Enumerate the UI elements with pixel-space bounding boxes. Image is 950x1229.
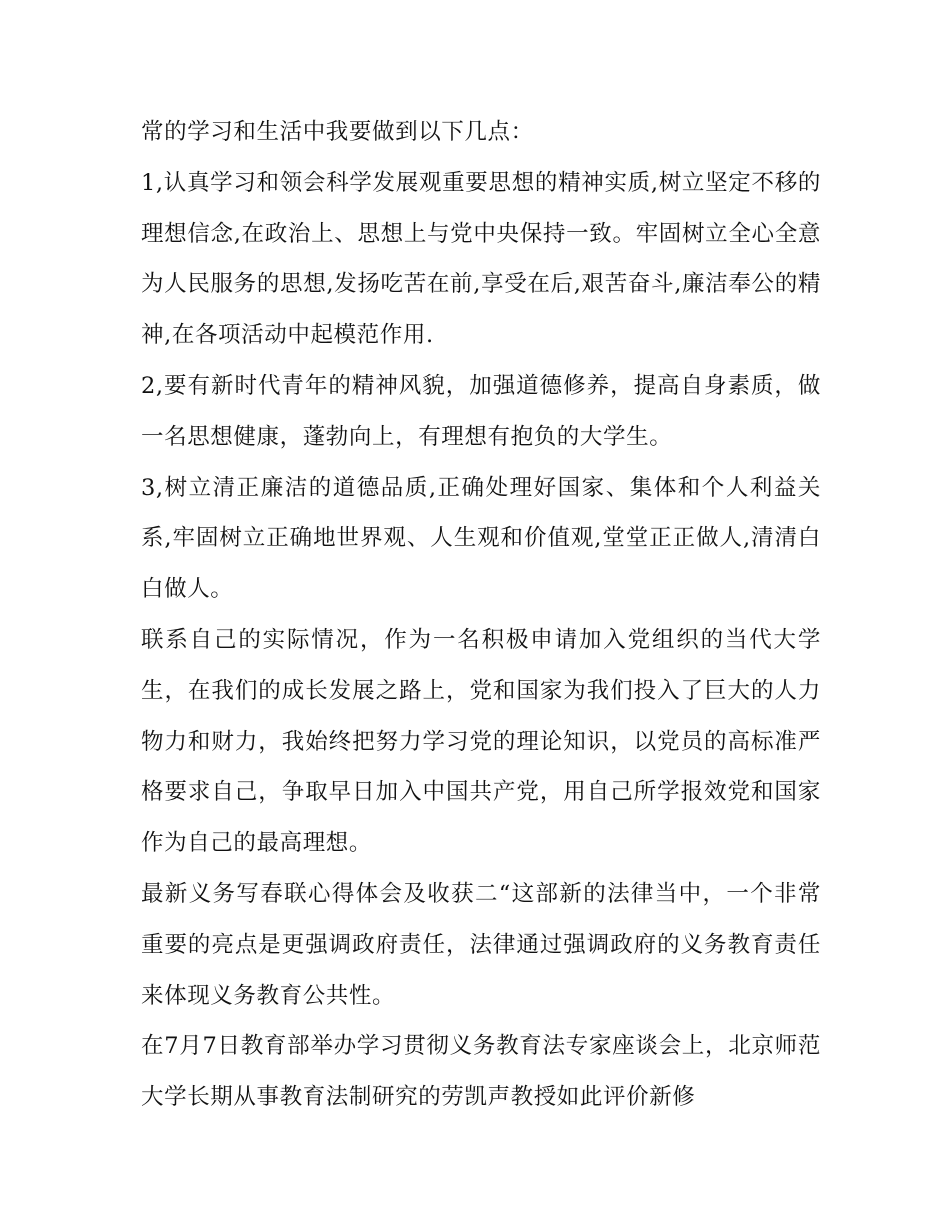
- paragraph-symposium: 在7月7日教育部举办学习贯彻义务教育法专家座谈会上，北京师范大学长期从事教育法制研究的劳凯声教授如此评价新修: [141, 1033, 821, 1111]
- paragraph-point-1: 1,认真学习和领会科学发展观重要思想的精神实质,树立坚定不移的理想信念,在政治上、思想上与党中央保持一致。牢固树立全心全意为人民服务的思想,发扬吃苦在前,享受在后,艰苦奋斗,廉洁奉公的精神,在各项活动中起模范作用.: [141, 169, 821, 349]
- paragraph-intro-continuation: 常的学习和生活中我要做到以下几点：: [141, 119, 534, 145]
- paragraph-point-2: 2,要有新时代青年的精神风貌，加强道德修养，提高自身素质，做一名思想健康，蓬勃向上，有理想有抱负的大学生。: [141, 372, 821, 450]
- paragraph-section-two: 最新义务写春联心得体会及收获二“这部新的法律当中，一个非常重要的亮点是更强调政府责任，法律通过强调政府的义务教育责任来体现义务教育公共性。: [141, 880, 821, 1009]
- paragraph-point-3: 3,树立清正廉洁的道德品质,正确处理好国家、集体和个人利益关系,牢固树立正确地世界观、人生观和价值观,堂堂正正做人,清清白白做人。: [141, 474, 821, 603]
- document-body: [141, 107, 821, 1123]
- paragraph-personal-situation: 联系自己的实际情况，作为一名积极申请加入党组织的当代大学生，在我们的成长发展之路上，党和国家为我们投入了巨大的人力物力和财力，我始终把努力学习党的理论知识，以党员的高标准严格要求自己，争取早日加入中国共产党，用自己所学报效党和国家作为自己的最高理想。: [141, 626, 821, 857]
